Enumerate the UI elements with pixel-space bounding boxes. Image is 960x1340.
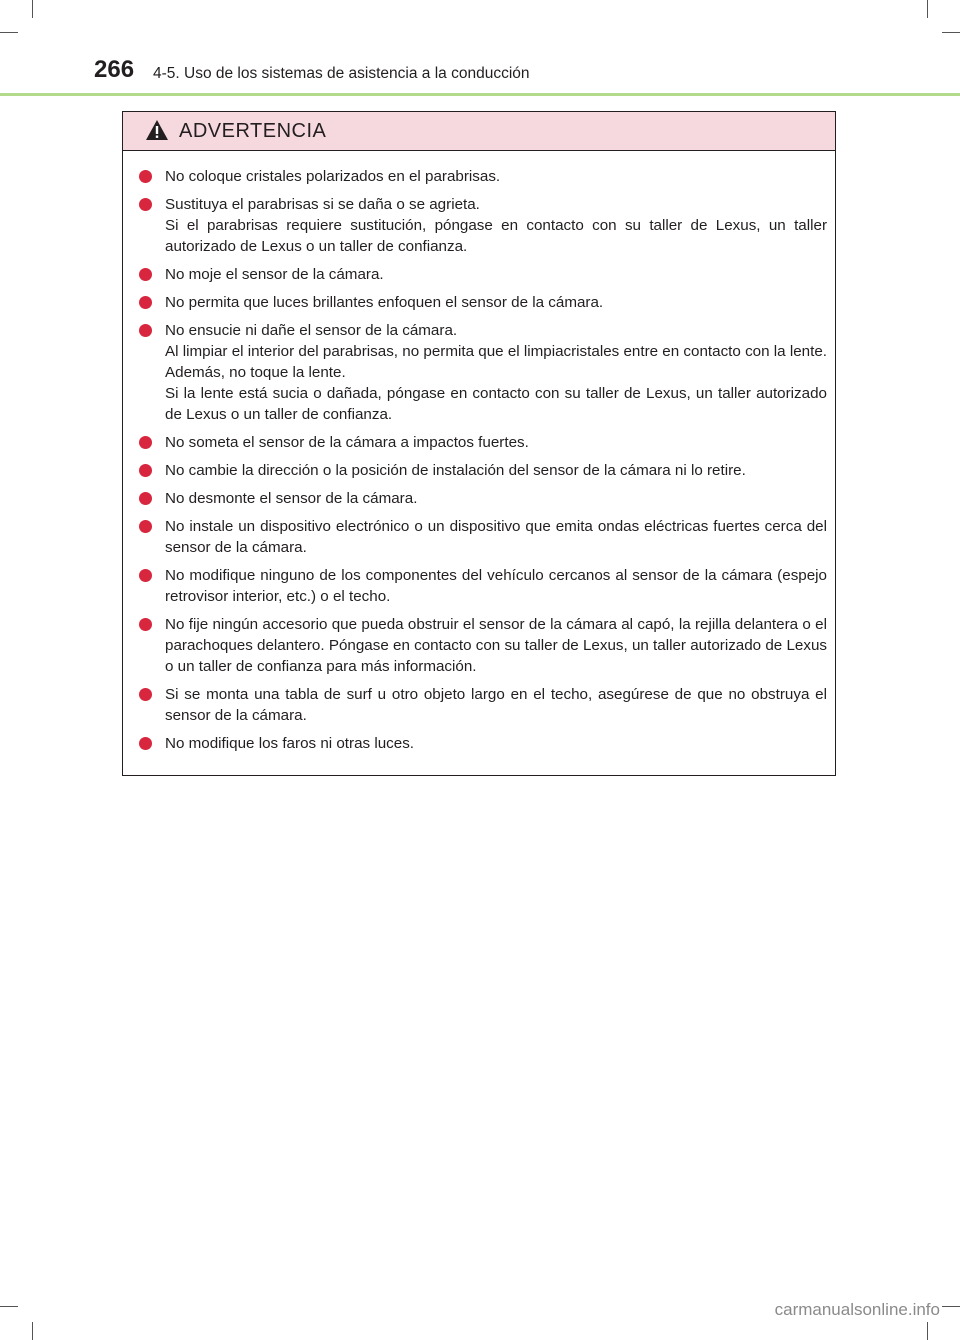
warning-item-text: No someta el sensor de la cámara a impactos fuertes.: [165, 434, 529, 451]
warning-item-text: No ensucie ni dañe el sensor de la cámara.: [165, 322, 458, 339]
crop-mark-top-right-v: [927, 0, 928, 18]
warning-item-text: No fije ningún accesorio que pueda obstruir el sensor de la cámara al capó, la rejilla delantera o el parachoques delantero. Póngase en contacto con su taller de Lexus, un taller autorizado de Lexus o un taller de confianza para más información.: [165, 616, 827, 675]
warning-item: [135, 460, 827, 481]
bullet-icon: [139, 520, 152, 533]
header-divider: [0, 93, 960, 96]
warning-item-text: No moje el sensor de la cámara.: [165, 266, 384, 283]
warning-item-text: No cambie la dirección o la posición de instalación del sensor de la cámara ni lo retire.: [165, 462, 746, 479]
crop-mark-bottom-left-v: [32, 1322, 33, 1340]
warning-item: [135, 488, 827, 509]
footer-watermark: carmanualsonline.info: [774, 1300, 940, 1319]
bullet-icon: [139, 198, 152, 211]
bullet-icon: [139, 618, 152, 631]
warning-item-text: No permita que luces brillantes enfoquen el sensor de la cámara.: [165, 294, 604, 311]
warning-item-text: Al limpiar el interior del parabrisas, no permita que el limpiacristales entre en contacto con la lente. Además, no toque la lente.: [165, 343, 827, 381]
bullet-icon: [139, 492, 152, 505]
warning-header: [123, 112, 835, 151]
page-number: 266: [94, 56, 135, 83]
warning-triangle-icon: [145, 119, 169, 141]
crop-mark-bottom-left-h: [0, 1306, 18, 1307]
warning-item-text: No coloque cristales polarizados en el parabrisas.: [165, 168, 501, 185]
warning-item: [135, 264, 827, 285]
crop-mark-top-left-v: [32, 0, 33, 18]
warning-item: [135, 614, 827, 677]
warning-item-text: Si el parabrisas requiere sustitución, póngase en contacto con su taller de Lexus, un taller autorizado de Lexus o un taller de confianza.: [165, 217, 827, 255]
warning-item-text: No modifique ninguno de los componentes del vehículo cercanos al sensor de la cámara (espejo retrovisor interior, etc.) o el techo.: [165, 567, 827, 605]
warning-item-text: No modifique los faros ni otras luces.: [165, 735, 415, 752]
warning-item: [135, 733, 827, 754]
bullet-icon: [139, 268, 152, 281]
warning-item: [135, 292, 827, 313]
warning-item: [135, 320, 827, 425]
warning-item-text: Si se monta una tabla de surf u otro objeto largo en el techo, asegúrese de que no obstruya el sensor de la cámara.: [165, 686, 827, 724]
warning-item: [135, 432, 827, 453]
warning-item: [135, 194, 827, 257]
warning-item: [135, 166, 827, 187]
warning-box: [122, 111, 836, 776]
crop-mark-top-right-h: [942, 32, 960, 33]
warning-item: [135, 684, 827, 726]
warning-list: [123, 151, 835, 754]
bullet-icon: [139, 569, 152, 582]
bullet-icon: [139, 296, 152, 309]
section-title: 4-5. Uso de los sistemas de asistencia a la conducción: [153, 65, 530, 82]
crop-mark-bottom-right-h: [942, 1306, 960, 1307]
bullet-icon: [139, 436, 152, 449]
bullet-icon: [139, 170, 152, 183]
warning-item: [135, 516, 827, 558]
warning-item-text: No instale un dispositivo electrónico o un dispositivo que emita ondas eléctricas fuertes cerca del sensor de la cámara.: [165, 518, 827, 556]
warning-item: [135, 565, 827, 607]
warning-item-text: No desmonte el sensor de la cámara.: [165, 490, 418, 507]
warning-item-text: Sustituya el parabrisas si se daña o se agrieta.: [165, 196, 480, 213]
crop-mark-bottom-right-v: [927, 1322, 928, 1340]
bullet-icon: [139, 324, 152, 337]
bullet-icon: [139, 737, 152, 750]
crop-mark-top-left-h: [0, 32, 18, 33]
warning-title: ADVERTENCIA: [179, 120, 327, 142]
warning-item-text: Si la lente está sucia o dañada, póngase en contacto con su taller de Lexus, un taller autorizado de Lexus o un taller de confianza.: [165, 385, 827, 423]
bullet-icon: [139, 688, 152, 701]
bullet-icon: [139, 464, 152, 477]
